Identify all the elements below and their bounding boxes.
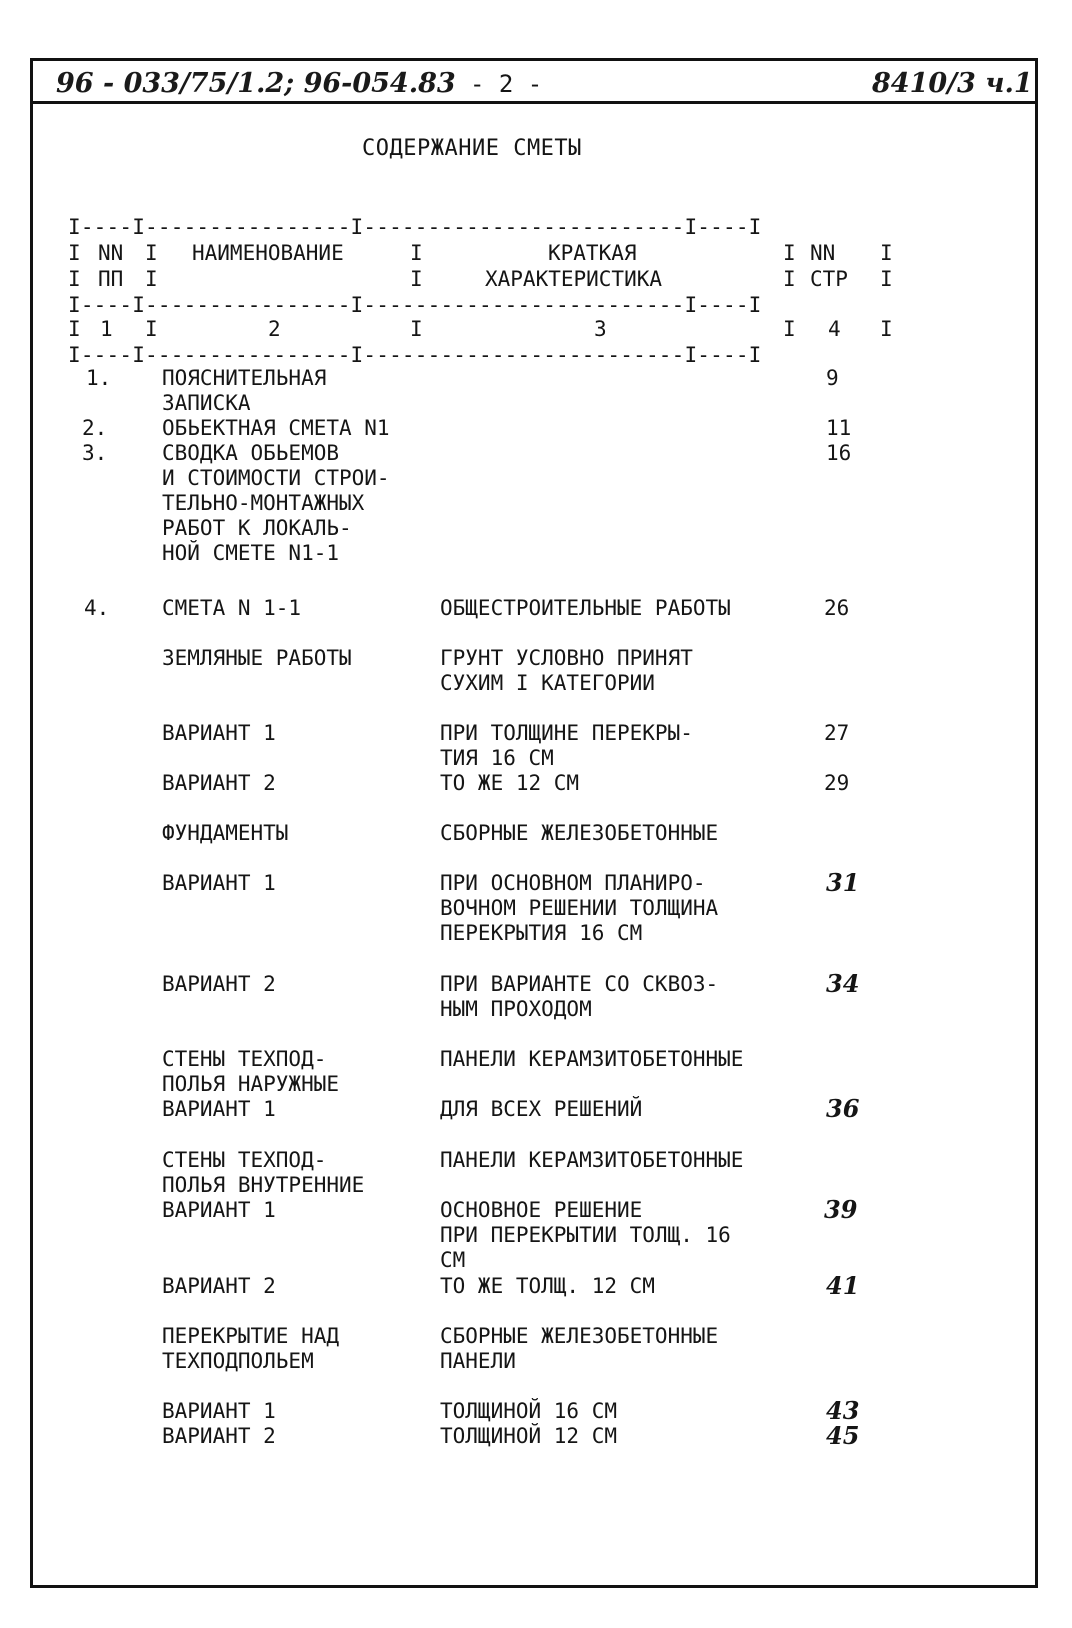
entry-name-line: СМЕТА N 1-1 (162, 596, 302, 620)
table-side-c2: I I (410, 241, 423, 291)
entry-name-line: ЗЕМЛЯНЫЕ РАБОТЫ (162, 646, 352, 670)
col3-header-line1: КРАТКАЯ (548, 241, 637, 265)
entry-name-line: ВАРИАНТ 1 (162, 1097, 276, 1121)
col1-header-line2: ПП (98, 267, 124, 291)
table-rule-mid: I----I----------------I-------------------------I----I (68, 293, 762, 317)
archive-reference: 8410/3 ч.1 (872, 68, 1033, 99)
entry-name-line: ОБЬЕКТНАЯ СМЕТА N1 (162, 416, 390, 440)
col4-number: 4 (828, 317, 841, 341)
entry-page-handwritten: 43 (826, 1396, 860, 1425)
col2-header: НАИМЕНОВАНИЕ (192, 241, 344, 265)
entry-desc-line: СУХИМ I КАТЕГОРИИ (440, 671, 655, 695)
entry-name-line: НОЙ СМЕТЕ N1-1 (162, 541, 340, 565)
entry-desc-line: ПАНЕЛИ (440, 1349, 516, 1373)
entry-desc-line: ПРИ ТОЛЩИНЕ ПЕРЕКРЫ- (440, 721, 693, 745)
entry-name-line: ВАРИАНТ 1 (162, 1198, 276, 1222)
table-side-c3-2: I (783, 317, 796, 341)
col4-header-line2: СТР (810, 267, 848, 291)
entry-desc-line: ОСНОВНОЕ РЕШЕНИЕ (440, 1198, 643, 1222)
entry-name-line: И СТОИМОСТИ СТРОИ- (162, 466, 390, 490)
document-code: 96 - 033/75/1.2; 96-054.83 (56, 68, 456, 99)
table-side-left-2: I (68, 317, 81, 341)
col3-header-line2: ХАРАКТЕРИСТИКА (485, 267, 663, 291)
entry-name-line: ПЕРЕКРЫТИЕ НАД (162, 1324, 340, 1348)
entry-page-handwritten: 34 (826, 969, 860, 998)
entry-desc-line: ПРИ ВАРИАНТЕ СО СКВОЗ- (440, 972, 719, 996)
table-side-right: I I (880, 241, 893, 291)
entry-page: 29 (824, 771, 850, 795)
entry-desc-line: ПАНЕЛИ КЕРАМЗИТОБЕТОННЫЕ (440, 1047, 744, 1071)
entry-desc-line: СМ (440, 1248, 466, 1272)
entry-number: 4. (84, 596, 110, 620)
entry-name-line: СВОДКА ОБЬЕМОВ (162, 441, 340, 465)
entry-name-line: ФУНДАМЕНТЫ (162, 821, 289, 845)
entry-name-line: ВАРИАНТ 1 (162, 1399, 276, 1423)
table-rule-top: I----I----------------I-------------------------I----I (68, 215, 762, 239)
entry-desc-line: ПАНЕЛИ КЕРАМЗИТОБЕТОННЫЕ (440, 1148, 744, 1172)
entry-name-line: ЗАПИСКА (162, 391, 251, 415)
entry-page: 9 (826, 366, 839, 390)
col1-header-line1: NN (98, 241, 124, 265)
entry-name-line: ТЕЛЬНО-МОНТАЖНЫХ (162, 491, 365, 515)
entry-desc-line: ГРУНТ УСЛОВНО ПРИНЯТ (440, 646, 693, 670)
table-side-left: I I (68, 241, 81, 291)
entry-name-line: СТЕНЫ ТЕХПОД- (162, 1148, 327, 1172)
entry-page-handwritten: 41 (826, 1271, 860, 1300)
col1-number: 1 (100, 317, 113, 341)
entry-desc-line: ТИЯ 16 СМ (440, 746, 554, 770)
header-divider (30, 101, 1038, 104)
entry-desc-line: ПРИ ОСНОВНОМ ПЛАНИРО- (440, 871, 706, 895)
entry-desc-line: ПЕРЕКРЫТИЯ 16 СМ (440, 921, 643, 945)
entry-page-handwritten: 45 (826, 1421, 860, 1450)
entry-name-line: РАБОТ К ЛОКАЛЬ- (162, 516, 352, 540)
page-title: СОДЕРЖАНИЕ СМЕТЫ (362, 136, 582, 161)
entry-desc-line: ТО ЖЕ ТОЛЩ. 12 СМ (440, 1274, 655, 1298)
entry-name-line: ПОЯСНИТЕЛЬНАЯ (162, 366, 327, 390)
page-marker: - 2 - (470, 70, 543, 98)
entry-name-line: ВАРИАНТ 2 (162, 1424, 276, 1448)
entry-desc-line: ДЛЯ ВСЕХ РЕШЕНИЙ (440, 1097, 643, 1121)
entry-page: 11 (826, 416, 852, 440)
entry-desc-line: ВОЧНОМ РЕШЕНИИ ТОЛЩИНА (440, 896, 719, 920)
entry-page: 26 (824, 596, 850, 620)
entry-desc-line: СБОРНЫЕ ЖЕЛЕЗОБЕТОННЫЕ (440, 1324, 719, 1348)
entry-page-handwritten: 31 (826, 868, 860, 897)
entry-desc-line: СБОРНЫЕ ЖЕЛЕЗОБЕТОННЫЕ (440, 821, 719, 845)
table-side-c3: I I (783, 241, 796, 291)
entry-name-line: ВАРИАНТ 2 (162, 771, 276, 795)
entry-number: 2. (82, 416, 108, 440)
entry-name-line: ТЕХПОДПОЛЬЕМ (162, 1349, 314, 1373)
entry-name-line: СТЕНЫ ТЕХПОД- (162, 1047, 327, 1071)
entry-desc-line: НЫМ ПРОХОДОМ (440, 997, 592, 1021)
entry-name-line: ПОЛЬЯ ВНУТРЕННИЕ (162, 1173, 365, 1197)
entry-number: 3. (82, 441, 108, 465)
table-rule-bottom: I----I----------------I-------------------------I----I (68, 343, 762, 367)
col3-number: 3 (594, 317, 607, 341)
entry-page-handwritten: 36 (826, 1094, 860, 1123)
entry-desc-line: ТО ЖЕ 12 СМ (440, 771, 580, 795)
entry-name-line: ВАРИАНТ 1 (162, 871, 276, 895)
entry-desc-line: ОБЩЕСТРОИТЕЛЬНЫЕ РАБОТЫ (440, 596, 731, 620)
table-side-c1-2: I (145, 317, 158, 341)
entry-number: 1. (86, 366, 112, 390)
entry-page: 16 (826, 441, 852, 465)
entry-name-line: ВАРИАНТ 2 (162, 1274, 276, 1298)
entry-desc-line: ПРИ ПЕРЕКРЫТИИ ТОЛЩ. 16 (440, 1223, 731, 1247)
entry-page: 27 (824, 721, 850, 745)
entry-name-line: ВАРИАНТ 2 (162, 972, 276, 996)
table-side-c2-2: I (410, 317, 423, 341)
col2-number: 2 (268, 317, 281, 341)
col4-header-line1: NN (810, 241, 836, 265)
entry-page-handwritten: 39 (824, 1195, 858, 1224)
table-side-c1: I I (145, 241, 158, 291)
entry-desc-line: ТОЛЩИНОЙ 16 СМ (440, 1399, 618, 1423)
entry-name-line: ВАРИАНТ 1 (162, 721, 276, 745)
entry-name-line: ПОЛЬЯ НАРУЖНЫЕ (162, 1072, 340, 1096)
entry-desc-line: ТОЛЩИНОЙ 12 СМ (440, 1424, 618, 1448)
table-side-right-2: I (880, 317, 893, 341)
